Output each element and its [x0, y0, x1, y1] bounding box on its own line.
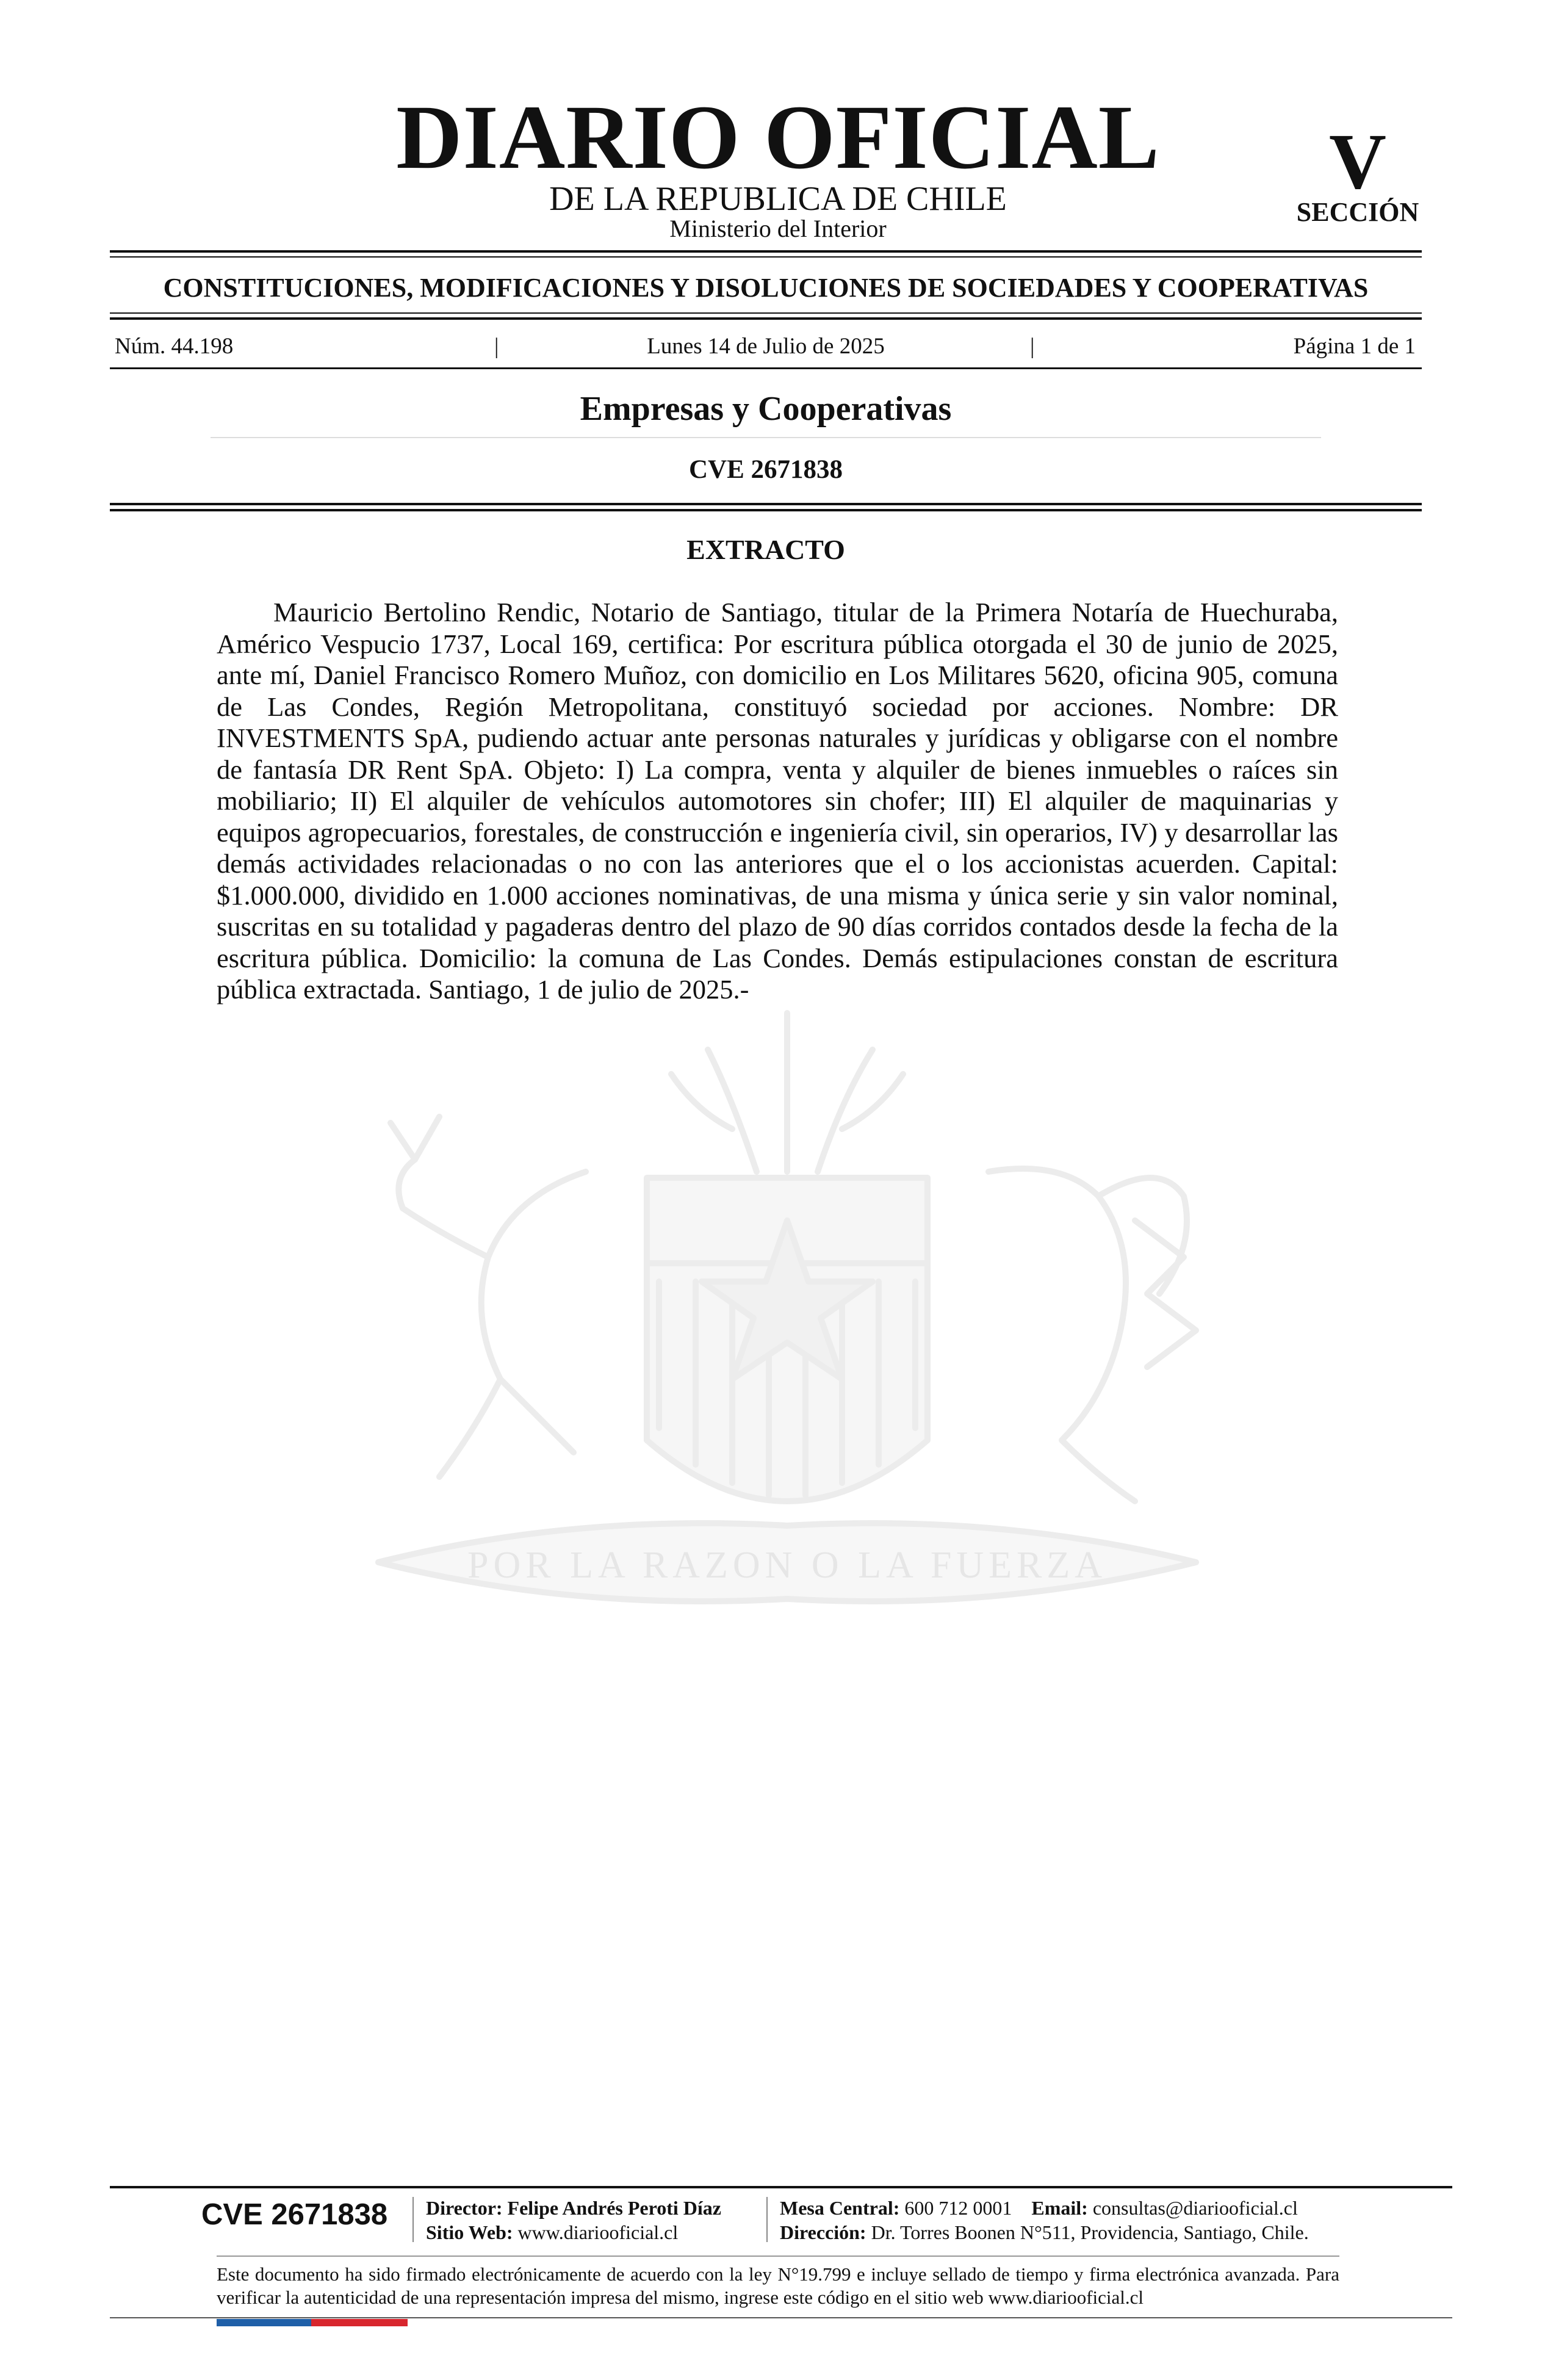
- phone-value: 600 712 0001: [904, 2197, 1012, 2219]
- signature-notice: Este documento ha sido firmado electrónicamente de acuerdo con la ley N°19.799 e incluye sellado de tiempo y firma electrónica avanzada. Para verificar la autenticidad de una representación impresa del mismo, ingrese este código en el sitio web www.diariooficial.cl: [217, 2263, 1339, 2308]
- meta-separator: |: [1030, 334, 1035, 359]
- address-label: Dirección:: [780, 2221, 866, 2243]
- page-indicator: Página 1 de 1: [1293, 334, 1416, 359]
- flag-stripe-blue: [217, 2319, 311, 2326]
- footer-divider: [217, 2256, 1339, 2257]
- footer-separator: [412, 2197, 414, 2242]
- extract-body: Mauricio Bertolino Rendic, Notario de Santiago, titular de la Primera Notaría de Huechuraba, Américo Vespucio 1737, Local 169, certifica: Por escritura pública otorgada el 30 de junio de 2025, ante mí, Daniel Francisco Romero Muñoz, con domicilio en Los Militares 5620, oficina 905, comuna de Las Condes, Región Metropolitana, constituyó sociedad por acciones. Nombre: DR INVESTMENTS SpA, pudiendo actuar ante personas naturales y jurídicas y obligarse con el nombre de fantasía DR Rent SpA. Objeto: I) La compra, venta y alquiler de bienes inmuebles o raíces sin mobiliario; II) El alquiler de vehículos automotores sin chofer; III) El alquiler de maquinarias y equipos agropecuarios, forestales, de construcción e ingeniería civil, sin operarios, IV) y desarrollar las demás actividades relacionadas o no con las anteriores que el o los accionistas acuerden. Capital: $1.000.000, dividido en 1.000 acciones nominativas, de una misma y única serie y sin valor nominal, suscritas en su totalidad y pagaderas dentro del plazo de 90 días corridos contados desde la fecha de la escritura pública. Domicilio: la comuna de Las Condes. Demás estipulaciones constan de escritura pública extractada. Santiago, 1 de julio de 2025.-: [217, 597, 1338, 1004]
- footer-separator: [766, 2197, 768, 2242]
- coat-of-arms-watermark-icon: [207, 976, 1367, 1660]
- flag-stripe-red: [311, 2319, 408, 2326]
- masthead-title: DIARIO OFICIAL: [396, 87, 1160, 188]
- footer-director-block: [426, 2196, 768, 2245]
- director-label: Director:: [426, 2197, 503, 2219]
- website-label: Sitio Web:: [426, 2221, 513, 2243]
- issue-date: Lunes 14 de Julio de 2025: [647, 334, 885, 359]
- cve-code: CVE 2671838: [688, 455, 843, 484]
- issue-number: Núm. 44.198: [115, 334, 234, 359]
- category-title: Empresas y Cooperativas: [580, 390, 952, 428]
- issue-meta-row: [110, 333, 1422, 360]
- header-rule: [110, 503, 1422, 505]
- phone-label: Mesa Central:: [780, 2197, 900, 2219]
- meta-separator: |: [494, 334, 499, 359]
- section-word: SECCIÓN: [1296, 197, 1419, 227]
- footer-bottom-rule: [110, 2317, 1452, 2318]
- section-rule-thin: [110, 312, 1422, 314]
- footer-contact-block: [780, 2196, 1390, 2245]
- masthead-rule: [110, 250, 1422, 253]
- document-heading: EXTRACTO: [686, 534, 845, 565]
- watermark-motto: POR LA RAZON O LA FUERZA: [467, 1545, 1108, 1586]
- section-title: CONSTITUCIONES, MODIFICACIONES Y DISOLUCIONES DE SOCIEDADES Y COOPERATIVAS: [163, 273, 1369, 303]
- footer-cve-code: CVE 2671838: [201, 2198, 388, 2231]
- masthead-rule-thin: [110, 256, 1422, 258]
- masthead-subtitle: DE LA REPUBLICA DE CHILE: [549, 180, 1007, 218]
- meta-rule: [110, 367, 1422, 369]
- address-value: Dr. Torres Boonen N°511, Providencia, Santiago, Chile.: [871, 2221, 1309, 2243]
- email-link[interactable]: consultas@diariooficial.cl: [1092, 2197, 1298, 2219]
- ministry-label: Ministerio del Interior: [669, 215, 887, 242]
- section-rule: [110, 317, 1422, 320]
- website-link[interactable]: www.diariooficial.cl: [517, 2221, 679, 2243]
- footer-rule: [110, 2186, 1452, 2188]
- director-name: Felipe Andrés Peroti Díaz: [507, 2197, 721, 2219]
- category-divider: [211, 437, 1321, 438]
- section-letter: V: [1329, 118, 1386, 206]
- email-label: Email:: [1031, 2197, 1088, 2219]
- header-rule-double: [110, 509, 1422, 511]
